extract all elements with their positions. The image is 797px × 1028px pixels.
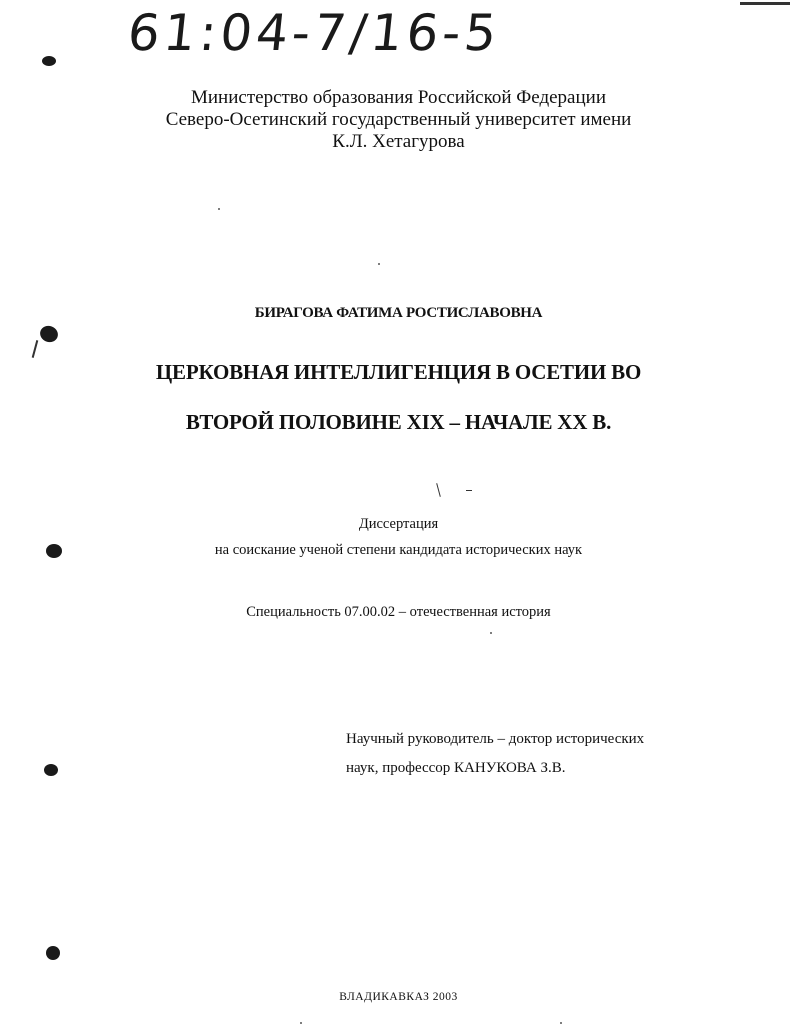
scan-smudge [42,56,56,66]
supervisor-line-2: наук, профессор КАНУКОВА З.В. [346,760,566,776]
scan-speck [378,263,380,265]
scan-smudge [38,323,60,344]
scan-smudge [46,946,60,960]
university-honoree: К.Л. Хетагурова [332,131,465,152]
university-name: Северо-Осетинский государственный университет имени [165,109,632,130]
ministry-name: Министерство образования Российской Федерации [191,87,606,108]
dissertation-title-line-1: ЦЕРКОВНАЯ ИНТЕЛЛИГЕНЦИЯ В ОСЕТИИ ВО [155,360,642,384]
scan-speck [490,632,492,634]
dissertation-title-line-2: ВТОРОЙ ПОЛОВИНЕ XIX – НАЧАЛЕ XX В. [185,410,612,434]
supervisor-line-1: Научный руководитель – доктор исторических [346,731,645,747]
work-type: Диссертация [358,516,439,532]
scan-speck [300,1022,302,1024]
pen-mark [436,483,441,497]
scan-mark [740,2,790,5]
city-year: ВЛАДИКАВКАЗ 2003 [339,991,458,1003]
scan-speck [218,208,220,210]
degree-description: на соискание ученой степени кандидата исторических наук [214,542,583,558]
scan-speck [560,1022,562,1024]
scan-smudge [44,764,58,776]
scan-mark [32,340,39,358]
specialty: Специальность 07.00.02 – отечественная история [246,604,551,620]
handwritten-archive-number: 61:04-7/16-5 [124,4,504,62]
pen-mark [466,490,472,491]
author-name: БИРАГОВА ФАТИМА РОСТИСЛАВОВНА [254,305,543,321]
